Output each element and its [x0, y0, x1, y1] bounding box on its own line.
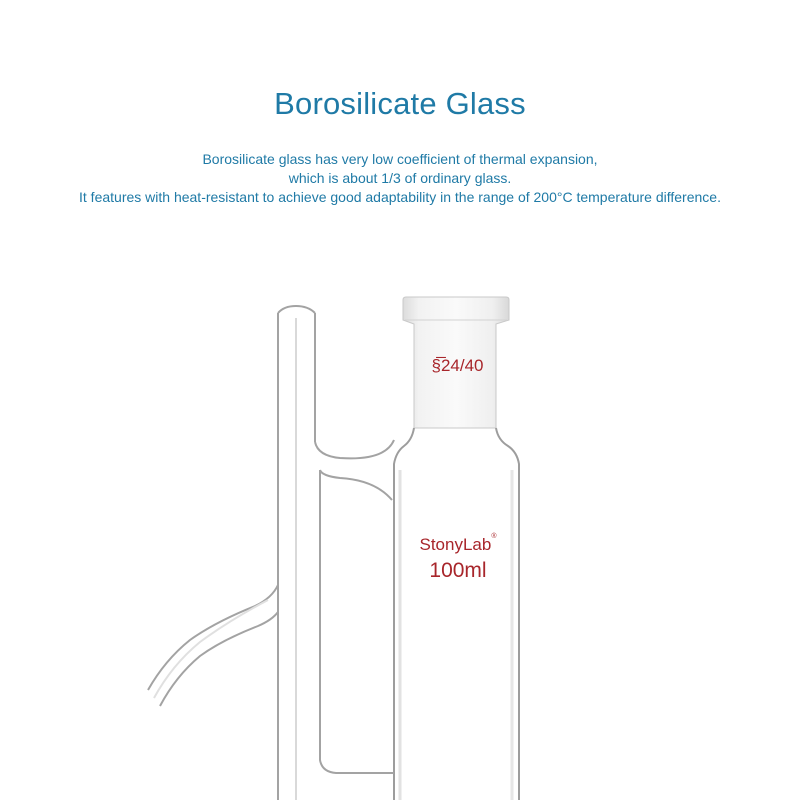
description-line-2: which is about 1/3 of ordinary glass. [288, 170, 512, 186]
joint-size-label: §̅24/40 [431, 356, 484, 375]
description-line-3: It features with heat-resistant to achieve good adaptability in the range of 200°C temperature difference. [79, 189, 721, 205]
side-tube [148, 306, 394, 800]
capacity-label: 100ml [429, 559, 487, 582]
trademark-symbol: ® [491, 533, 497, 540]
brand-label [403, 535, 513, 555]
brand-name: StonyLab [419, 535, 492, 554]
flask-body [394, 428, 519, 800]
description-line-1: Borosilicate glass has very low coefficient of thermal expansion, [202, 151, 598, 167]
page-title: Borosilicate Glass [274, 86, 526, 121]
